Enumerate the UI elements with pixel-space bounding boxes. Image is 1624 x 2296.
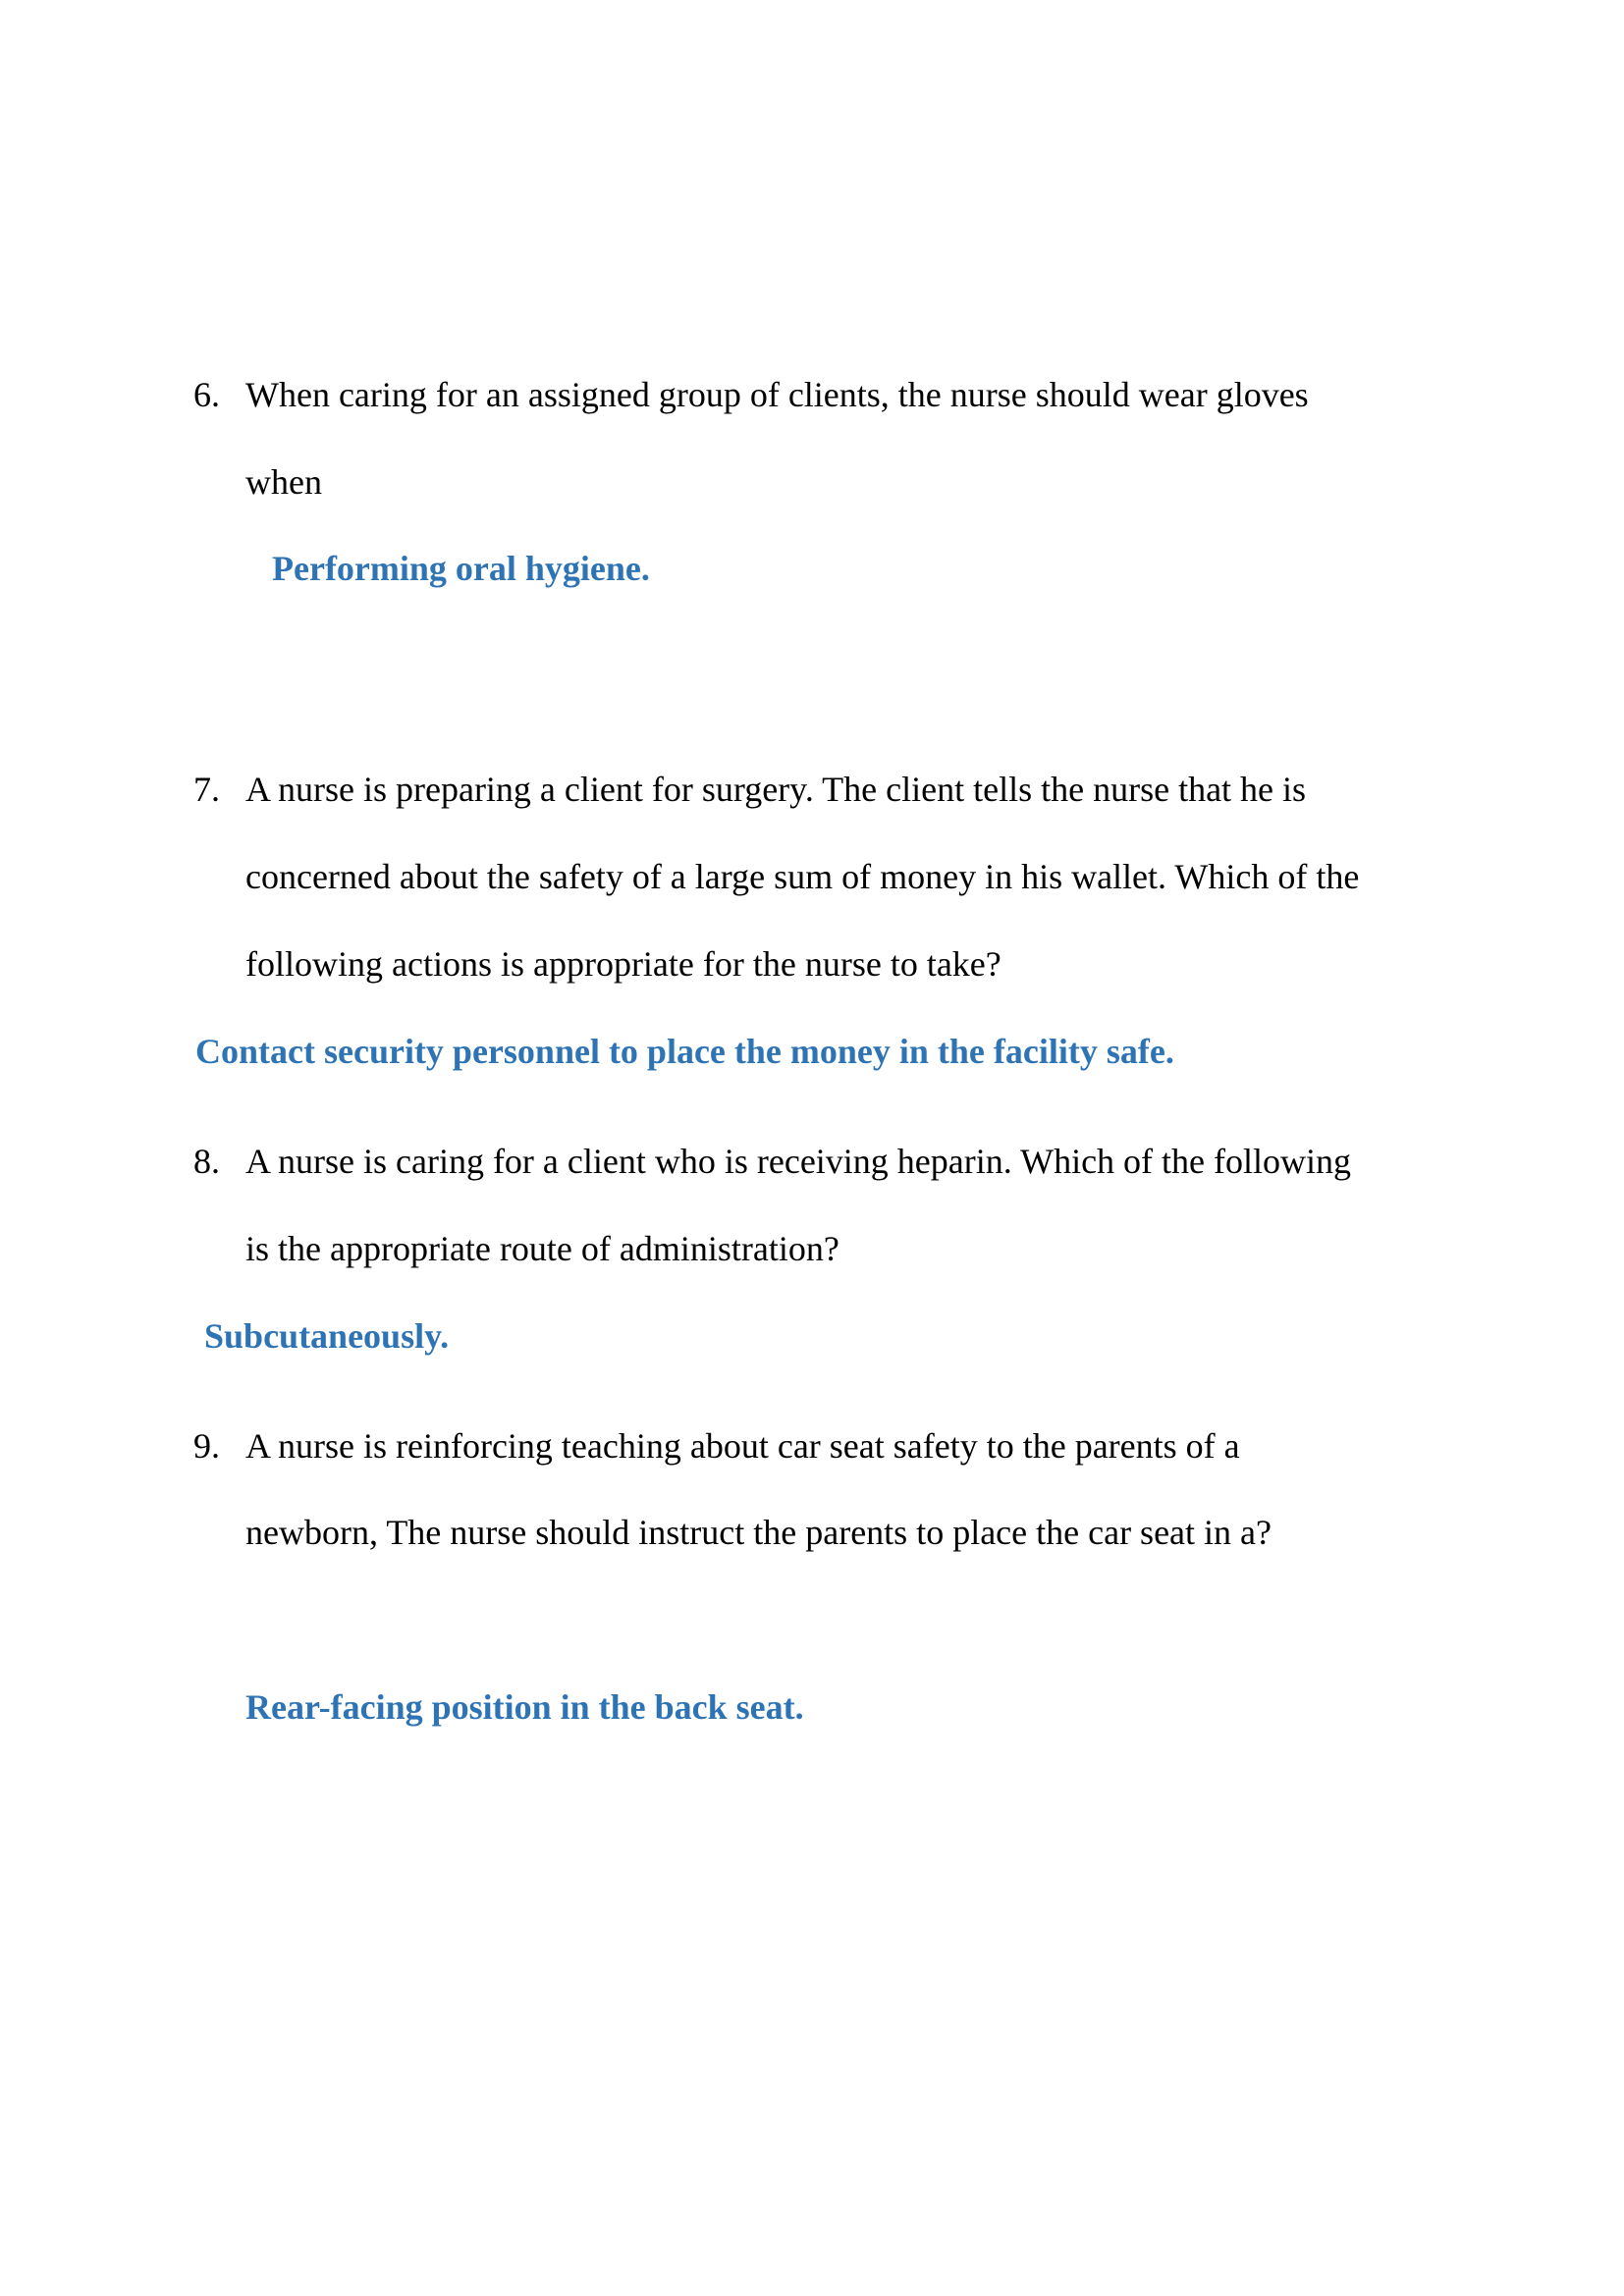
question-text-line: A nurse is reinforcing teaching about car seat safety to the parents of a xyxy=(245,1426,1240,1466)
question-number: 7. xyxy=(193,770,220,809)
question-text-line: A nurse is preparing a client for surgery. The client tells the nurse that he is xyxy=(245,770,1307,809)
question-text-line: following actions is appropriate for the nurse to take? xyxy=(245,944,1001,984)
question-text-line: is the appropriate route of administration? xyxy=(245,1229,839,1268)
question-number: 9. xyxy=(193,1426,220,1466)
question-number: 6. xyxy=(193,375,220,414)
question-text-line: when xyxy=(245,462,322,502)
question-text-line: concerned about the safety of a large sum of money in his wallet. Which of the xyxy=(245,857,1360,896)
question-text-line: newborn, The nurse should instruct the parents to place the car seat in a? xyxy=(245,1513,1272,1552)
question-text-line: A nurse is caring for a client who is receiving heparin. Which of the following xyxy=(245,1142,1352,1181)
question-number: 8. xyxy=(193,1142,220,1181)
question-text-line: When caring for an assigned group of clients, the nurse should wear gloves xyxy=(245,375,1309,414)
answer-text: Performing oral hygiene. xyxy=(272,549,650,588)
answer-text: Rear-facing position in the back seat. xyxy=(245,1687,804,1727)
answer-text: Subcutaneously. xyxy=(204,1316,450,1356)
answer-text: Contact security personnel to place the money in the facility safe. xyxy=(195,1032,1174,1071)
